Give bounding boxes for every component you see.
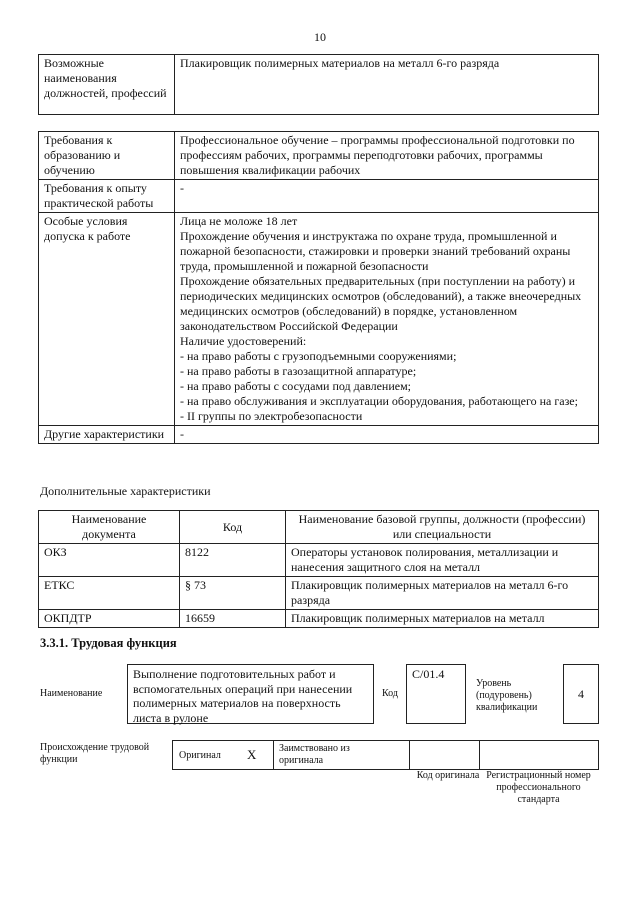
col-header: Код [180, 511, 286, 544]
origin-label: Происхождение трудовой функции [40, 742, 150, 765]
original-label: Оригинал [179, 750, 221, 761]
table-row [39, 426, 599, 444]
divider [273, 741, 274, 769]
row-label: Требования к образованию и обучению [39, 132, 175, 180]
function-code-box: C/01.4 [406, 664, 466, 724]
borrowed-label: Заимствовано из оригинала [279, 743, 350, 766]
code-label: Код [382, 688, 398, 699]
row-value: Профессиональное обучение – программы профессиональной подготовки по профессиям рабочих, программы переподготовки рабочих, программы повышения квалификации рабочих [175, 132, 599, 180]
table-row [39, 577, 599, 610]
positions-table [38, 54, 599, 115]
requirements-table [38, 131, 599, 444]
positions-label: Возможные наименования должностей, профессий [39, 55, 175, 115]
code-original-caption: Код оригинала [416, 770, 480, 781]
condition-line: - II группы по электробезопасности [180, 409, 363, 423]
condition-line: Прохождение обязательных предварительных (при поступлении на работу) и периодических медицинских осмотров (обследований), а также внеочередных медицинских осмотров (обследований) в порядке, установленном законодательством Российской Федерации [180, 274, 582, 333]
special-conditions-list [175, 213, 599, 426]
section-title: 3.3.1. Трудовая функция [40, 636, 177, 650]
col-header: Наименование базовой группы, должности (профессии) или специальности [286, 511, 599, 544]
cell: § 73 [180, 577, 286, 610]
condition-line: - на право работы с сосудами под давлением; [180, 379, 411, 393]
row-label: Требования к опыту практической работы [39, 180, 175, 213]
condition-line: Прохождение обучения и инструктажа по охране труда, промышленной и пожарной безопасности, стажировки и проверки знаний требований охраны труда, промышленной и пожарной безопасности [180, 229, 571, 273]
positions-value: Плакировщик полимерных материалов на металл 6-го разряда [175, 55, 599, 115]
reg-number-caption: Регистрационный номер профессионального стандарта [486, 770, 591, 805]
cell: ОКЗ [39, 544, 180, 577]
row-label: Другие характеристики [39, 426, 175, 444]
row-label: Особые условия допуска к работе [39, 213, 175, 426]
level-value-box: 4 [563, 664, 599, 724]
condition-line: - на право работы с грузоподъемными сооружениями; [180, 349, 457, 363]
function-name-box: Выполнение подготовительных работ и вспомогательных операций при нанесении полимерных материалов на поверхность листа в рулоне [127, 664, 374, 724]
table-header-row [39, 511, 599, 544]
original-mark: X [247, 747, 257, 762]
table-row [39, 213, 599, 426]
condition-line: - на право работы в газозащитной аппаратуре; [180, 364, 417, 378]
cell: Плакировщик полимерных материалов на металл [286, 610, 599, 628]
row-value: - [175, 426, 599, 444]
condition-line: - на право обслуживания и эксплуатации оборудования, работающего на газе; [180, 394, 578, 408]
cell: Операторы установок полирования, металлизации и нанесения защитного слоя на металл [286, 544, 599, 577]
page-number: 10 [314, 30, 326, 44]
divider [409, 741, 410, 769]
divider [479, 741, 480, 769]
condition-line: Лица не моложе 18 лет [180, 214, 298, 228]
table-row [39, 610, 599, 628]
level-label: Уровень (подуровень) квалификации [476, 678, 538, 713]
cell: 8122 [180, 544, 286, 577]
additional-table [38, 510, 599, 628]
row-value: - [175, 180, 599, 213]
cell: Плакировщик полимерных материалов на металл 6-го разряда [286, 577, 599, 610]
table-row [39, 132, 599, 180]
condition-line: Наличие удостоверений: [180, 334, 307, 348]
origin-row [172, 740, 599, 770]
cell: ОКПДТР [39, 610, 180, 628]
additional-characteristics-title: Дополнительные характеристики [40, 484, 211, 498]
cell: ЕТКС [39, 577, 180, 610]
col-header: Наименование документа [39, 511, 180, 544]
table-row [39, 180, 599, 213]
table-row [39, 544, 599, 577]
name-label: Наименование [40, 688, 103, 699]
cell: 16659 [180, 610, 286, 628]
